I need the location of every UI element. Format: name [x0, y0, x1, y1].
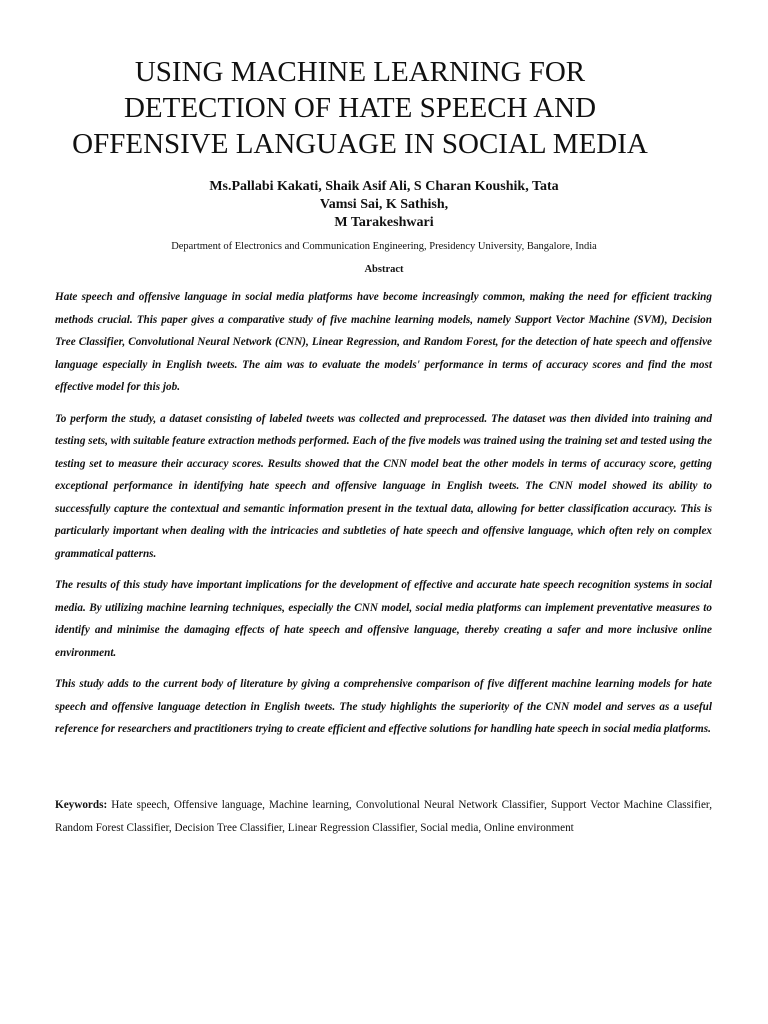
abstract-paragraph: This study adds to the current body of literature by giving a comprehensive comparison of five different machine learning models for hate speech and offensive language detection in English tweets. The study highlights the superiority of the CNN model and serves as a useful reference for researchers and practitioners trying to create efficient and effective solutions for handling hate speech in social media platforms. — [55, 678, 712, 735]
author-list — [100, 178, 668, 232]
title-line: DETECTION OF HATE SPEECH AND — [123, 92, 597, 124]
abstract-paragraph: Hate speech and offensive language in social media platforms have become increasingly common, making the need for efficient tracking methods crucial. This paper gives a comparative study of five machine learning models, namely Support Vector Machine (SVM), Decision Tree Classifier, Convolutional Neural Network (CNN), Linear Regression, and Random Forest, for the detection of hate speech and offensive language especially in English tweets. The aim was to evaluate the models' performance in terms of accuracy scores and find the most effective model for this job. — [55, 291, 712, 393]
author-line: M Tarakeshwari — [334, 215, 434, 230]
author-line: Vamsi Sai, K Sathish, — [319, 197, 449, 212]
abstract-body — [55, 286, 712, 750]
affiliation: Department of Electronics and Communication Engineering, Presidency University, Bangalore, India — [171, 241, 597, 252]
paper-title — [40, 54, 680, 162]
keywords-text: Hate speech, Offensive language, Machine learning, Convolutional Neural Network Classifier, Support Vector Machine Classifier, Random Forest Classifier, Decision Tree Classifier, Linear Regression Classifier, Social media, Online environment — [55, 799, 712, 834]
abstract-heading: Abstract — [364, 264, 404, 275]
title-line: OFFENSIVE LANGUAGE IN SOCIAL MEDIA — [72, 128, 648, 160]
abstract-paragraph: The results of this study have important implications for the development of effective and accurate hate speech recognition systems in social media. By utilizing machine learning techniques, especially the CNN model, social media platforms can implement preventative measures to identify and minimise the damaging effects of hate speech and offensive language, thereby creating a safer and more inclusive online environment. — [55, 579, 712, 659]
abstract-paragraph: To perform the study, a dataset consisting of labeled tweets was collected and preprocessed. The dataset was then divided into training and testing sets, with suitable feature extraction methods performed. Each of the five models was trained using the training set and tested using the testing set to measure their accuracy scores. Results showed that the CNN model beat the other models in terms of accuracy score, getting exceptional performance in identifying hate speech and offensive language in English tweets. The CNN model showed its ability to successfully capture the contextual and semantic information present in the textual data, allowing for better classification accuracy. This is particularly important when dealing with the intricacies and subtleties of hate speech and offensive language, which often rely on complex grammatical patterns. — [55, 412, 712, 560]
title-line: USING MACHINE LEARNING FOR — [134, 56, 586, 88]
keywords — [55, 794, 712, 839]
keywords-label: Keywords: — [55, 799, 108, 811]
author-line: Ms.Pallabi Kakati, Shaik Asif Ali, S Charan Koushik, Tata — [209, 179, 559, 194]
